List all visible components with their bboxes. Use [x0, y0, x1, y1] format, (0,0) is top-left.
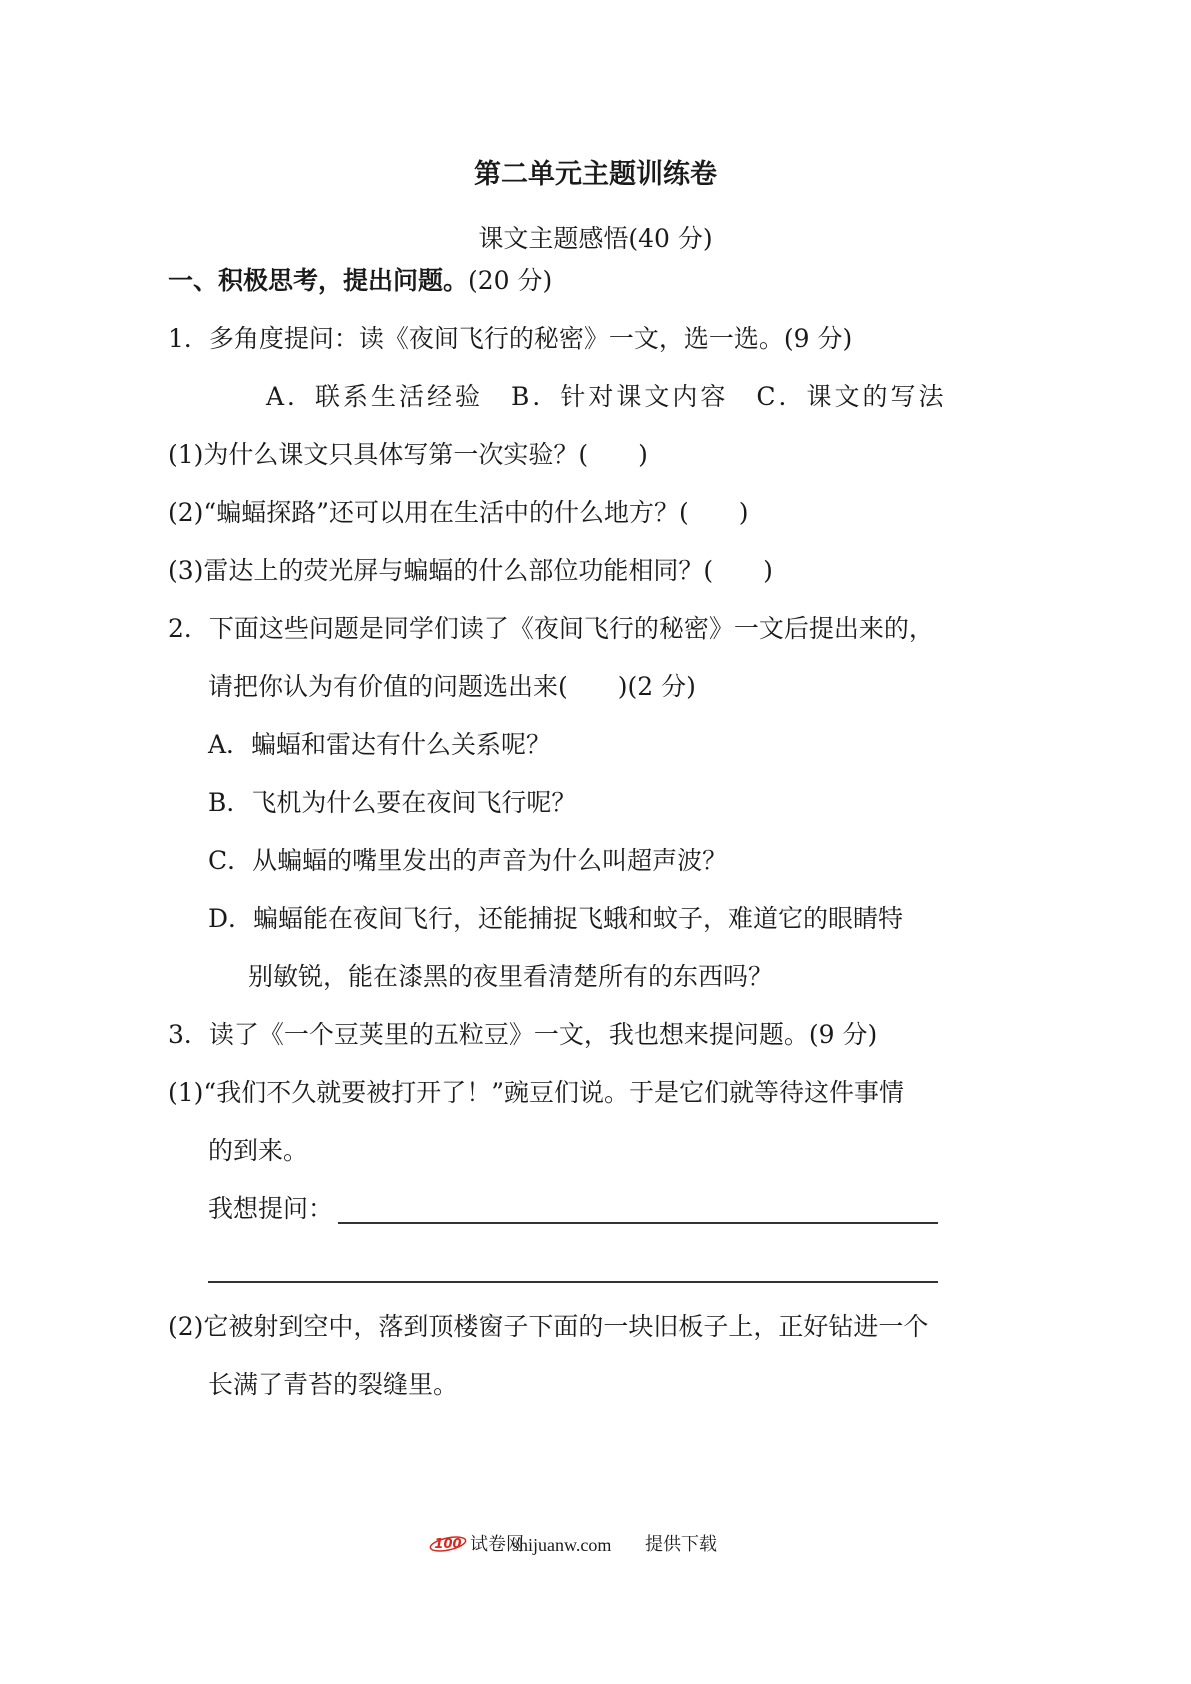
question-3-stem: 3．读了《一个豆荚里的五粒豆》一文，我也想来提问题。(9 分)	[168, 1020, 878, 1049]
footer-site-name: 试卷网	[470, 1534, 524, 1555]
question-2-option-a: A．蝙蝠和雷达有什么关系呢？	[208, 730, 552, 759]
section-points: (20 分)	[468, 266, 553, 295]
question-3-item-2-line-1: (2)它被射到空中，落到顶楼窗子下面的一块旧板子上，正好钻进一个	[168, 1312, 929, 1341]
answer-line-2[interactable]	[208, 1281, 938, 1283]
question-2-option-d: D．蝙蝠能在夜间飞行，还能捕捉飞蛾和蚊子，难道它的眼睛特	[208, 904, 904, 933]
answer-line-1[interactable]	[338, 1222, 938, 1224]
page-title: 第二单元主题训练卷	[474, 159, 717, 190]
question-2-option-c: C．从蝙蝠的嘴里发出的声音为什么叫超声波？	[208, 846, 728, 875]
question-1-item-3: (3)雷达上的荧光屏与蝙蝠的什么部位功能相同？( )	[168, 556, 773, 585]
section-heading-text: 一、积极思考，提出问题。	[168, 266, 469, 295]
question-2-option-b: B．飞机为什么要在夜间飞行呢？	[208, 788, 577, 817]
section-heading	[168, 264, 552, 298]
question-2-stem-line-2: 请把你认为有价值的问题选出来( )(2 分)	[208, 672, 696, 701]
logo-text: 100	[434, 1537, 462, 1552]
question-1-choices: A．联系生活经验 B．针对课文内容 C．课文的写法	[266, 382, 947, 411]
question-3-item-1-line-1: (1)“我们不久就要被打开了！”豌豆们说。于是它们就等待这件事情	[168, 1078, 904, 1107]
footer-tagline: 提供下载	[645, 1534, 717, 1555]
question-2-stem-line-1: 2．下面这些问题是同学们读了《夜间飞行的秘密》一文后提出来的，	[168, 614, 934, 643]
ask-label: 我想提问：	[208, 1194, 334, 1223]
question-1-item-2: (2)“蝙蝠探路”还可以用在生活中的什么地方？( )	[168, 498, 749, 527]
question-1-item-1: (1)为什么课文只具体写第一次实验？( )	[168, 440, 648, 469]
question-3-item-2-line-2: 长满了青苔的裂缝里。	[208, 1370, 459, 1399]
question-3-item-1-line-2: 的到来。	[208, 1136, 309, 1165]
site-logo-icon	[428, 1531, 468, 1557]
question-2-option-d-line-2: 别敏锐，能在漆黑的夜里看清楚所有的东西吗？	[248, 962, 774, 991]
page-subtitle: 课文主题感悟(40 分)	[478, 224, 713, 253]
footer-domain[interactable]: shijuanw.com	[512, 1535, 612, 1555]
question-1-stem: 1．多角度提问：读《夜间飞行的秘密》一文，选一选。(9 分)	[168, 324, 853, 353]
